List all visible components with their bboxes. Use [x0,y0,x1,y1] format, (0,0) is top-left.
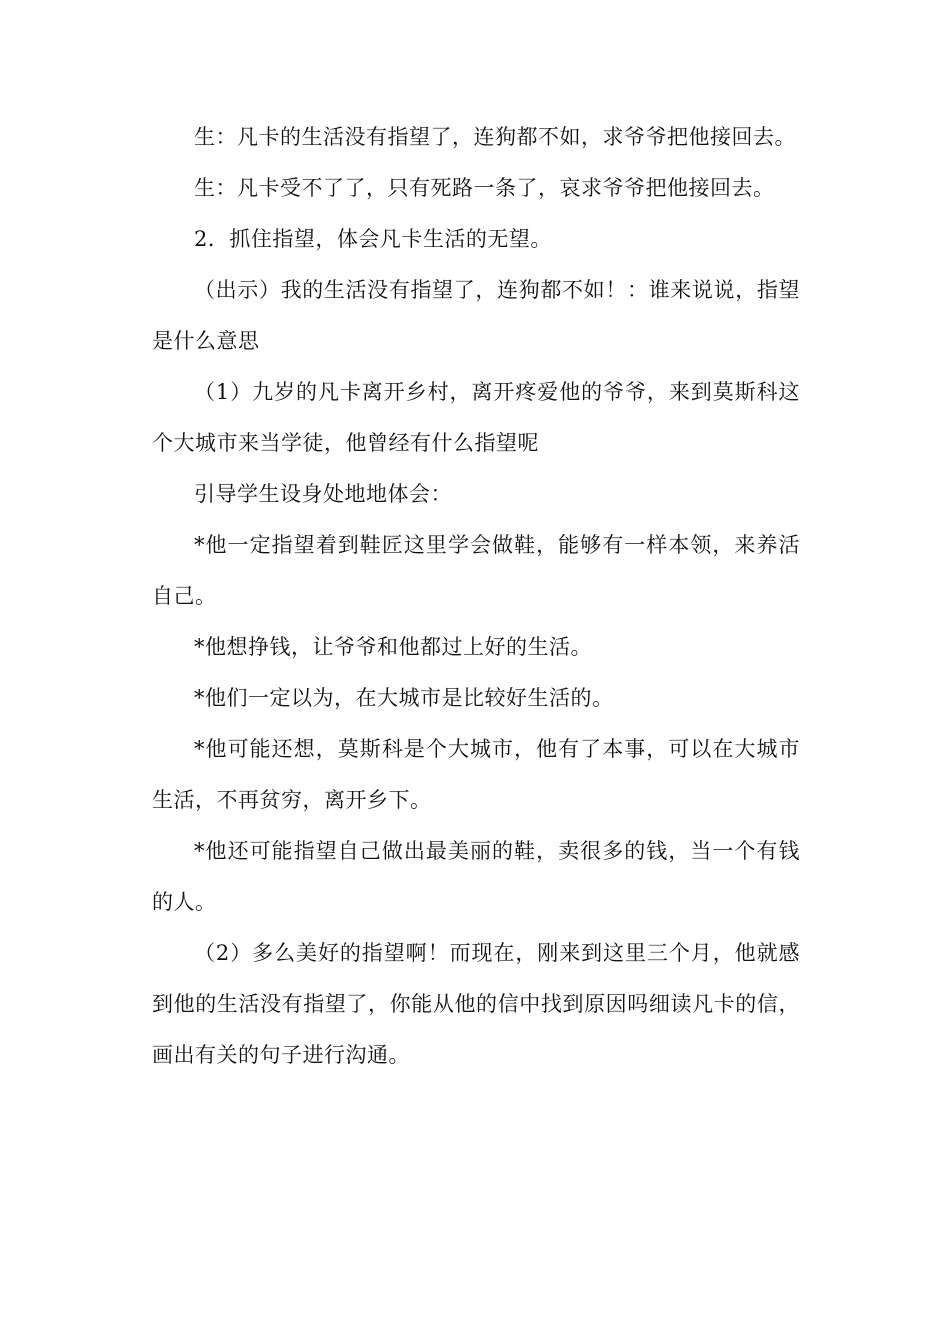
paragraph: （出示）我的生活没有指望了，连狗都不如！：谁来说说，指望是什么意思 [152,278,800,353]
paragraph: （2）多么美好的指望啊！而现在，刚来到这里三个月，他就感到他的生活没有指望了，你能从他的信中找到原因吗细读凡卡的信，画出有关的句子进行沟通。 [152,941,800,1067]
document-body [152,112,800,1081]
paragraph: *他们一定以为，在大城市是比较好生活的。 [194,686,614,710]
paragraph: 生：凡卡受不了了，只有死路一条了，哀求爷爷把他接回去。 [194,176,775,200]
paragraph: 引导学生设身处地地体会： [194,482,452,506]
paragraph: *他一定指望着到鞋匠这里学会做鞋，能够有一样本领，来养活自己。 [152,533,800,608]
paragraph: *他还可能指望自己做出最美丽的鞋，卖很多的钱，当一个有钱的人。 [152,839,800,914]
paragraph: *他可能还想，莫斯科是个大城市，他有了本事，可以在大城市生活，不再贫穷，离开乡下。 [152,737,800,812]
paragraph: （1）九岁的凡卡离开乡村，离开疼爱他的爷爷，来到莫斯科这个大城市来当学徒，他曾经有什么指望呢 [152,380,800,455]
paragraph: 2．抓住指望，体会凡卡生活的无望。 [194,227,552,251]
paragraph: 生：凡卡的生活没有指望了，连狗都不如，求爷爷把他接回去。 [194,125,796,149]
paragraph: *他想挣钱，让爷爷和他都过上好的生活。 [194,635,592,659]
